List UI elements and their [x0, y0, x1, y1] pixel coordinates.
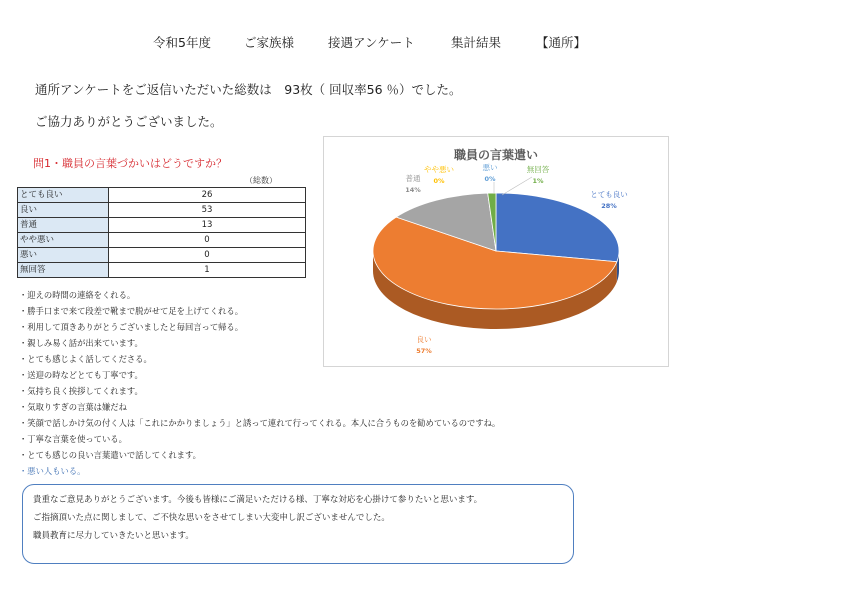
title-result: 集計結果 — [451, 35, 502, 50]
table-row — [18, 203, 306, 218]
list-item: ・気取りすぎの言葉は嫌だね — [19, 402, 127, 412]
intro-thanks: ご協力ありがとうございました。 — [35, 114, 223, 129]
pie-chart — [323, 136, 669, 367]
list-item: ・迎えの時間の連絡をくれる。 — [19, 290, 136, 300]
pie-slices — [373, 193, 619, 309]
slice-percent-3: 0% — [433, 177, 445, 185]
row-label: 無回答 — [18, 263, 109, 278]
reply-box — [22, 484, 574, 564]
row-value: 0 — [109, 233, 306, 248]
slice-percent-5: 1% — [532, 177, 544, 185]
title-era: 令和5年度 — [153, 35, 211, 50]
slice-label-3: やや悪い — [424, 165, 454, 174]
title-target: ご家族様 — [244, 35, 295, 50]
title-survey: 接遇アンケート — [328, 35, 415, 50]
reply-line: 貴重なご意見ありがとうございます。今後も皆様にご満足いただける様、丁寧な対応を心掛けて参りたいと思います。 — [33, 495, 483, 505]
unit-label: （総数） — [245, 176, 277, 185]
pie-chart-canvas — [324, 137, 668, 366]
page-title — [0, 33, 842, 51]
row-value: 1 — [109, 263, 306, 278]
table-row — [18, 188, 306, 203]
results-table — [17, 187, 306, 278]
chart-title: 職員の言葉遣い — [453, 148, 539, 162]
row-value: 26 — [109, 188, 306, 203]
list-item: ・勝手口まで来て段差で靴まで脱がせて足を上げてくれる。 — [19, 306, 244, 316]
list-item: ・親しみ易く話が出来ています。 — [19, 338, 143, 348]
row-value: 53 — [109, 203, 306, 218]
slice-percent-4: 0% — [484, 175, 496, 183]
slice-label-4: 悪い — [482, 163, 498, 172]
row-label: とても良い — [18, 188, 109, 203]
row-label: 良い — [18, 203, 109, 218]
reply-line: ご指摘頂いた点に関しまして、ご不快な思いをさせてしまい大変申し訳ございませんでした。 — [33, 513, 390, 523]
list-item: ・笑顔で話しかけ気の付く人は「これにかかりましょう」と誘って連れて行ってくれる。本人に合うものを勧めているのですね。 — [19, 418, 501, 428]
leader-line-0 — [502, 177, 532, 195]
row-value: 0 — [109, 248, 306, 263]
row-value: 13 — [109, 218, 306, 233]
slice-percent-2: 14% — [405, 186, 421, 194]
list-item: ・悪い人もいる。 — [19, 466, 86, 476]
table-row — [18, 248, 306, 263]
slice-percent-1: 57% — [416, 347, 432, 355]
list-item: ・とても感じよく話してくださる。 — [19, 354, 152, 364]
table-row — [18, 263, 306, 278]
reply-line: 職員教育に尽力していきたいと思います。 — [33, 531, 194, 541]
slice-percent-0: 28% — [601, 202, 617, 210]
list-item: ・丁寧な言葉を使っている。 — [19, 434, 127, 444]
question-title: 問1・職員の言葉づかいはどうですか？ — [33, 157, 227, 170]
list-item: ・利用して頂きありがとうございましたと毎回言って帰る。 — [19, 322, 244, 332]
slice-label-0: とても良い — [590, 190, 628, 199]
slice-label-2: 普通 — [405, 174, 421, 183]
row-label: 悪い — [18, 248, 109, 263]
table-row — [18, 218, 306, 233]
row-label: 普通 — [18, 218, 109, 233]
slice-label-1: 良い — [416, 335, 432, 344]
slice-label-5: 無回答 — [526, 165, 550, 174]
row-label: やや悪い — [18, 233, 109, 248]
list-item: ・とても感じの良い言葉遣いで話してくれます。 — [19, 450, 201, 460]
list-item: ・送迎の時などとても丁寧です。 — [19, 370, 143, 380]
intro-total: 通所アンケートをご返信いただいた総数は 93枚（ 回収率56 ％）でした。 — [35, 82, 462, 97]
table-row — [18, 233, 306, 248]
list-item: ・気持ち良く挨拶してくれます。 — [19, 386, 143, 396]
title-service: 【通所】 — [536, 35, 587, 50]
